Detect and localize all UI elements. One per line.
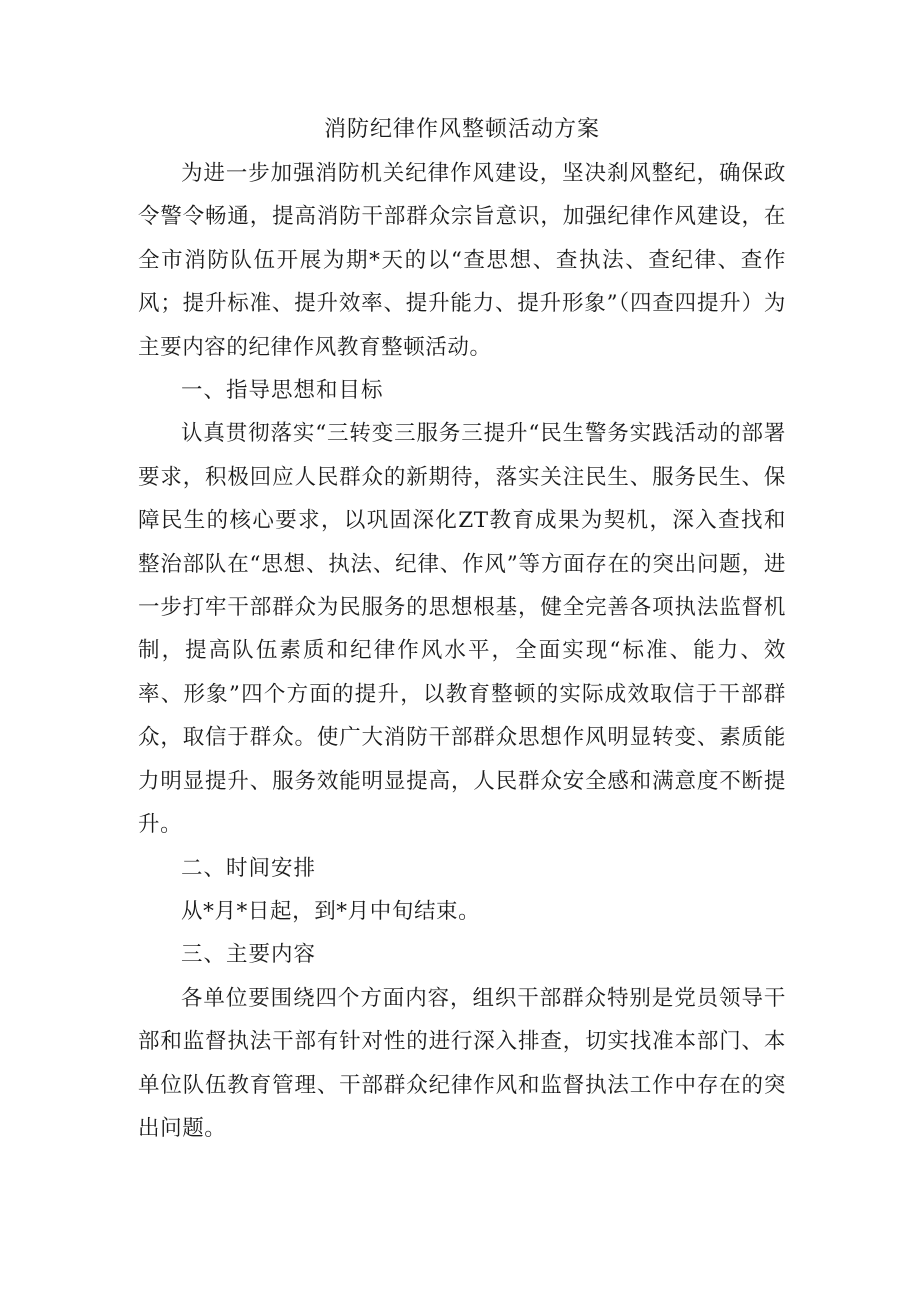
section-heading-guiding-ideology: 一、指导思想和目标 [181,378,384,404]
intro-paragraph: 为进一步加强消防机关纪律作风建设，坚决刹风整纪，确保政令警令畅通，提高消防干部群众宗旨意识，加强纪律作风建设，在全市消防队伍开展为期*天的以“查思想、查执法、查纪律、查作风；提升标准、提升效率、提升能力、提升形象”（四查四提升）为主要内容的纪律作风教育整顿活动。 [138,161,786,360]
section-body-schedule: 从*月*日起，到*月中旬结束。 [181,898,481,924]
section-heading-main-content: 三、主要内容 [181,942,317,968]
document-title: 消防纪律作风整顿活动方案 [323,117,600,142]
section-body-main-content: 各单位要围绕四个方面内容，组织干部群众特别是党员领导干部和监督执法干部有针对性的进行深入排查，切实找准本部门、本单位队伍教育管理、干部群众纪律作风和监督执法工作中存在的突出问题。 [138,985,786,1141]
section-heading-schedule: 二、时间安排 [181,855,317,881]
document-page [138,108,786,1150]
section-body-guiding-ideology: 认真贯彻落实“三转变三服务三提升“民生警务实践活动的部署要求，积极回应人民群众的新期待，落实关注民生、服务民生、保障民生的核心要求，以巩固深化ZT教育成果为契机，深入查找和整治部队在“思想、执法、纪律、作风”等方面存在的突出问题，进一步打牢干部群众为民服务的思想根基，健全完善各项执法监督机制，提高队伍素质和纪律作风水平，全面实现“标准、能力、效率、形象”四个方面的提升，以教育整顿的实际成效取信于干部群众，取信于群众。使广大消防干部群众思想作风明显转变、素质能力明显提升、服务效能明显提高，人民群众安全感和满意度不断提升。 [138,421,786,838]
